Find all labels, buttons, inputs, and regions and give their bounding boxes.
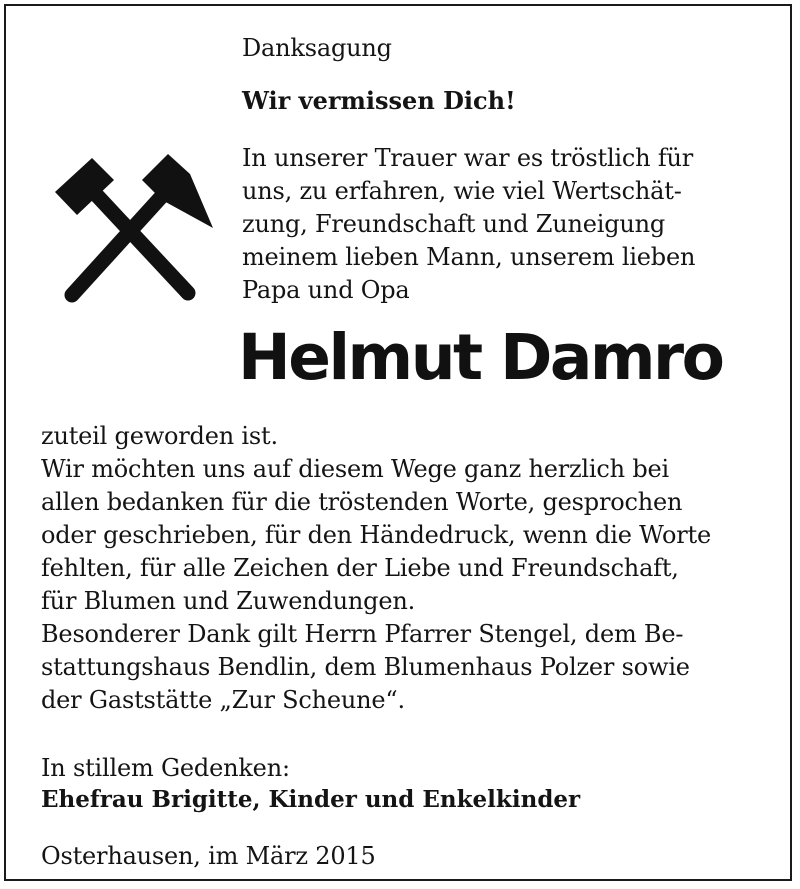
body-line: allen bedanken für die tröstenden Worte, gesprochen	[41, 488, 683, 516]
intro-line: Papa und Opa	[242, 276, 410, 304]
deceased-name: Helmut Damro	[238, 321, 723, 394]
motto-heading: Wir vermissen Dich!	[242, 86, 516, 115]
notice-title: Danksagung	[242, 34, 392, 62]
hammer-and-pick-icon	[50, 150, 215, 305]
body-line: Besonderer Dank gilt Herrn Pfarrer Stengel, dem Be-	[41, 620, 684, 648]
body-line: oder geschrieben, für den Händedruck, wenn die Worte	[41, 521, 711, 549]
body-line: Wir möchten uns auf diesem Wege ganz herzlich bei	[41, 455, 669, 483]
body-line: fehlten, für alle Zeichen der Liebe und Freundschaft,	[41, 554, 679, 582]
place-date-text: Osterhausen, im März 2015	[41, 842, 376, 870]
body-line: stattungshaus Bendlin, dem Blumenhaus Polzer sowie	[41, 653, 690, 681]
body-paragraph	[41, 420, 761, 717]
signoff-text: In stillem Gedenken:	[41, 754, 290, 782]
body-line: für Blumen und Zuwendungen.	[41, 587, 416, 615]
intro-line: zung, Freundschaft und Zuneigung	[242, 210, 666, 238]
intro-line: meinem lieben Mann, unserem lieben	[242, 243, 696, 271]
signers-text: Ehefrau Brigitte, Kinder und Enkelkinder	[41, 786, 581, 813]
intro-line: In unserer Trauer war es tröstlich für	[242, 144, 694, 172]
intro-paragraph	[242, 142, 762, 307]
body-line: der Gaststätte „Zur Scheune“.	[41, 686, 405, 714]
intro-line: uns, zu erfahren, wie viel Wertschät-	[242, 177, 682, 205]
body-line: zuteil geworden ist.	[41, 422, 278, 450]
